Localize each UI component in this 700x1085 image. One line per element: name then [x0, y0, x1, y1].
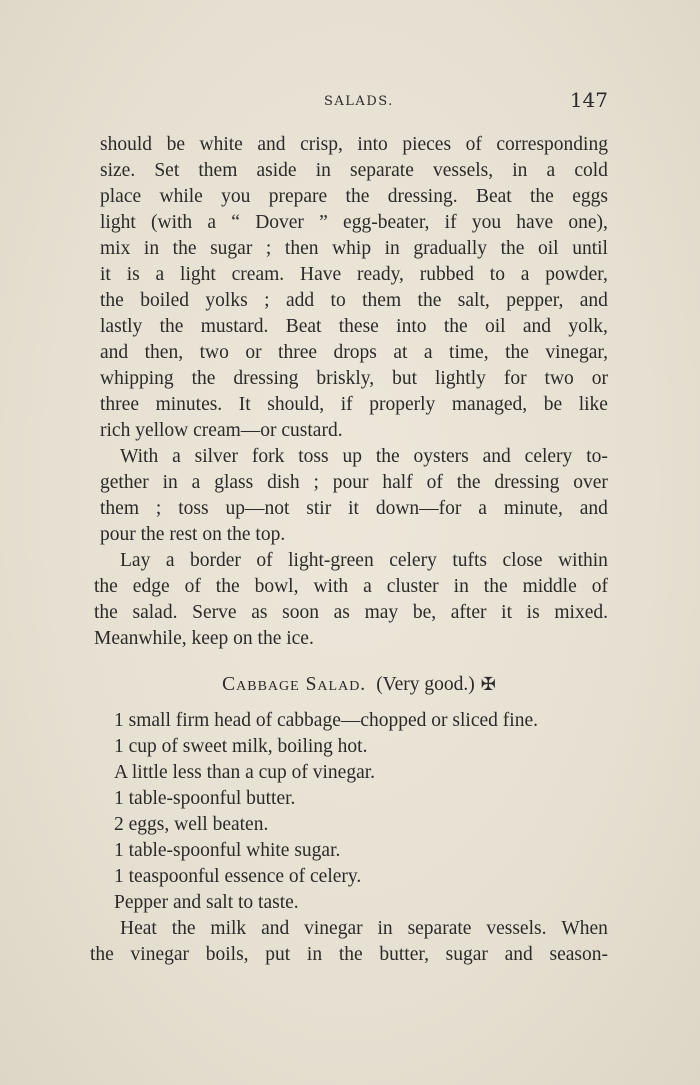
- text-line: three minutes. It should, if properly managed, be like: [100, 394, 608, 415]
- ingredient-item: 1 table-spoonful butter.: [114, 788, 296, 809]
- page-number: 147: [569, 88, 608, 112]
- text-line: With a silver fork toss up the oysters and celery to-: [120, 446, 608, 467]
- ingredient-item: A little less than a cup of vinegar.: [114, 762, 376, 783]
- ingredient-item: 1 small firm head of cabbage—chopped or sliced fine.: [114, 710, 538, 731]
- text-line: rich yellow cream—or custard.: [100, 420, 343, 441]
- text-line: place while you prepare the dressing. Beat the eggs: [100, 186, 608, 207]
- text-line: pour the rest on the top.: [100, 524, 286, 545]
- recipe-note: (Very good.): [376, 674, 475, 695]
- text-line: and then, two or three drops at a time, the vinegar,: [100, 342, 608, 363]
- text-line: Heat the milk and vinegar in separate vessels. When: [120, 918, 608, 939]
- paragraph-serving: [94, 548, 608, 652]
- text-line: Lay a border of light-green celery tufts close within: [120, 550, 608, 571]
- ingredient-item: Pepper and salt to taste.: [114, 892, 299, 913]
- paragraph-tossing: [100, 444, 608, 548]
- text-line: the vinegar boils, put in the butter, sugar and season-: [90, 944, 608, 965]
- ingredient-item: 1 cup of sweet milk, boiling hot.: [114, 736, 368, 757]
- text-line: them ; toss up—not stir it down—for a minute, and: [100, 498, 608, 519]
- ingredient-list: [100, 708, 608, 916]
- text-line: gether in a glass dish ; pour half of the dressing over: [100, 472, 608, 493]
- paragraph-dressing: [100, 132, 608, 444]
- recipe-method: [90, 916, 608, 968]
- text-line: lastly the mustard. Beat these into the oil and yolk,: [100, 316, 608, 337]
- text-line: it is a light cream. Have ready, rubbed to a powder,: [100, 264, 608, 285]
- text-line: whipping the dressing briskly, but lightly for two or: [100, 368, 608, 389]
- text-line: the salad. Serve as soon as may be, after it is mixed.: [94, 602, 608, 623]
- text-line: the edge of the bowl, with a cluster in the middle of: [94, 576, 608, 597]
- recipe-name: Cabbage Salad.: [222, 674, 367, 695]
- body-text: [90, 132, 608, 968]
- text-line: the boiled yolks ; add to them the salt, pepper, and: [100, 290, 608, 311]
- recipe-title: [100, 664, 608, 704]
- ingredient-item: 1 table-spoonful white sugar.: [114, 840, 341, 861]
- text-line: size. Set them aside in separate vessels, in a cold: [100, 160, 608, 181]
- text-line: should be white and crisp, into pieces of corresponding: [100, 134, 608, 155]
- text-line: mix in the sugar ; then whip in gradually the oil until: [100, 238, 608, 259]
- text-line: light (with a “ Dover ” egg-beater, if you have one),: [100, 212, 608, 233]
- running-head-title: SALADS.: [324, 94, 394, 109]
- ingredient-item: 1 teaspoonful essence of celery.: [114, 866, 362, 887]
- running-head: [100, 88, 608, 118]
- text-line: Meanwhile, keep on the ice.: [94, 628, 314, 649]
- ingredient-item: 2 eggs, well beaten.: [114, 814, 269, 835]
- maltese-cross-icon: ✠: [480, 674, 496, 694]
